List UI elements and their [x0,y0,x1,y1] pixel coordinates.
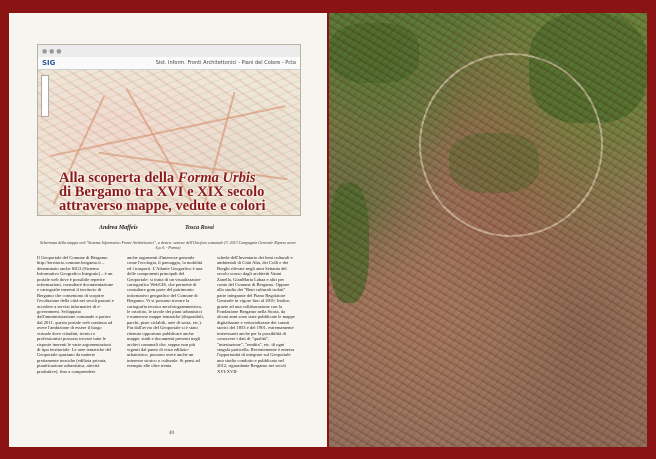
image-caption: Schermata della mappa web "Sistema Informativo Fronti Architettonici", a destra: sezione dell'Ortofoto comunale (© 2013 Compagnia Generale Riprese aeree S.p.A. - Parma) [40,240,296,250]
author-name: Tosca Rossi [185,225,214,231]
article-title: Alla scoperta della Forma Urbis di Bergamo tra XVI e XIX secolo attraverso mappe, vedute e colori [59,170,266,214]
text-column-1: Il Geoportale del Comune di Bergamo http://territorio.comune.bergamo.it – denominato anche SIG3 (Sistema Informativo Geografico Integrato) – è un portale web dove è possibile reperire informazioni, consultare documentazione e cartografie inerenti il territorio di Bergamo che consentono di scoprire l'evoluzione della città nei secoli passati e accedere a servizi informativi di e-government. Sviluppato dall'amministrazione comunale a partire dal 2011, questo portale web continua ad avere l'ambizione di essere il luogo virtuale dove cittadini, tecnici e professionisti possono trovare tutte le risposte inerenti le varie argomentazioni di tipo territoriale. Le aree tematiche del Geoportale spaziano da materie prettamente tecniche (edilizia privata, pianificazione urbanistica, attività produttive), fino a comprendere [37,255,114,374]
author-name: Andrea Maffeis [99,225,138,231]
text-column-2: anche argomenti d'interesse generale come l'ecologia, il paesaggio, la mobilità ed i trasporti. L'Atlante Geografico è una delle componenti principali del Geoportale: si tratta di un visualizzatore cartografico WebGIS, che permette di consultare gran parte del patrimonio informativo geografico del Comune di Bergamo. Vi si possono trovare la cartografia tecnica aerofotogrammetrica, le ortofoto, le tavole dei piani urbanistici e numerose mappe tematiche (disponibili, parchi, piste ciclabili, aree di sosta, etc.). Fin dall'avvio del Geoportale si è stato ritenuto opportuno pubblicare anche mappe, studi e documenti presenti negli archivi comunali che, seppur non più vigenti dal punto di vista edilizio-urbanistico, possono avere anche un interesse storico o culturale. Si pensi ad esempio alle oltre trenta [127,255,204,369]
map-app-header [38,57,300,70]
page-number: 40 [169,431,174,436]
text-column-3: schede dell'Inventario dei beni culturali e ambientali di Città Alta, dei Colli e dei Borghi rilevate negli anni Settanta del secolo scorso dagli architetti Vanni Zanella, GianMaria Labaa e altri per conto del Comune di Bergamo. Oppure allo studio dei "Beni culturali isolati" parte integrante del Piano Regolatore Generale in vigore fino al 2010. Inoltre, grazie ad una collaborazione con la Fondazione Bergamo nella Storia, da alcuni anni sono state pubblicate le mappe digitalizzate e vettorializzate dei catasti storici del 1853 e del 1901, estremamente interessanti anche per la possibilità di conoscere i dati di "qualità", "intestazione", "rendita", etc. di ogni singola particella. Recentemente è emersa l'opportunità di integrare sul Geoportale uno studio condotto e pubblicato nel 2012, riguardante Bergamo nei secoli XVI-XVII- [217,255,295,374]
right-page [329,13,647,447]
zoom-toolbar [41,75,49,117]
window-controls-icon: ● ● ● [42,48,62,55]
aerial-photo [329,13,647,447]
left-page [9,13,327,447]
map-app-title: Sist. Inform. Fronti Architettonici - Piani del Colore - Pcta [155,60,296,66]
sig-logo: SIG [42,59,56,67]
